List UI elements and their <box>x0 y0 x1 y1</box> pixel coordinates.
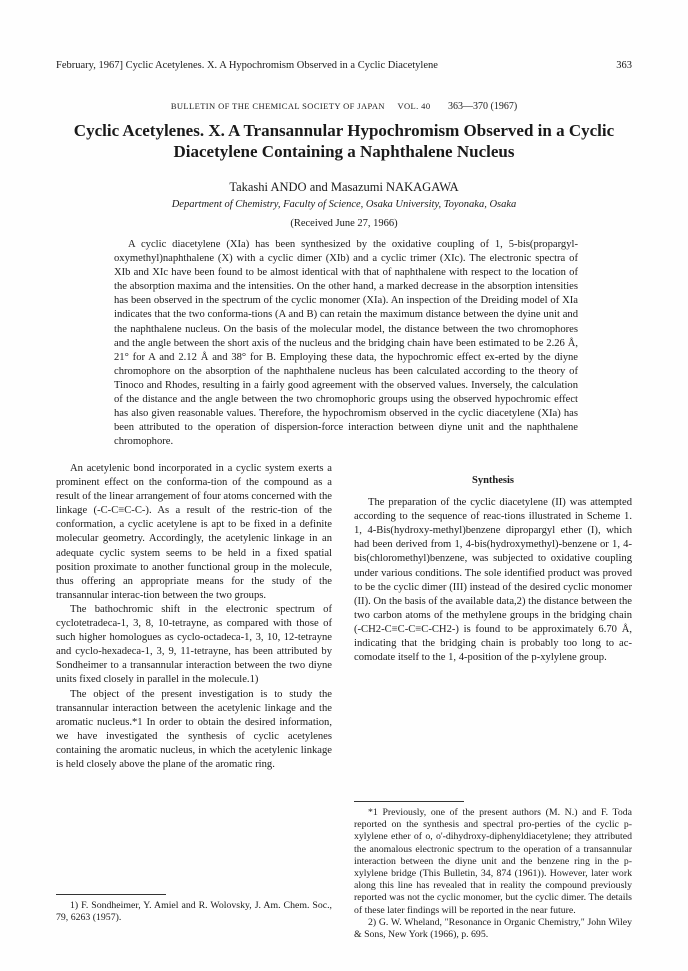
right-column <box>354 474 632 665</box>
body-paragraph: The bathochromic shift in the electronic spectrum of cyclotetradeca-1, 3, 8, 10-tetrayne, as compared with those of such higher homologues as cyclo-octadeca-1, 3, 10, 12-tetrayne and cyclo-hexadeca-1, 3, 9, 11-tetrayne, has been attributed by Sondheimer to a transannular interaction between the two diyne units fixed closely in parallel in the molecule.1) <box>56 603 332 686</box>
right-footnotes <box>354 793 632 941</box>
running-head-text: February, 1967] Cyclic Acetylenes. X. A Hypochromism Observed in a Cyclic Diacetylene <box>56 60 438 71</box>
article-title: Cyclic Acetylenes. X. A Transannular Hypochromism Observed in a Cyclic Diacetylene Containing a Naphthalene Nucleus <box>73 121 615 161</box>
body-paragraph: The preparation of the cyclic diacetylene (II) was attempted according to the sequence of reac-tions illustrated in Scheme 1. 1, 4-Bis(hydroxy-methyl)benzene dipropargyl ether (I), which had been derived from 1, 4-bis(hydroxymethyl)-benzene or 1, 4-bis(chloromethyl)benzene, was subjected to oxidative coupling under various conditions. The sole identified product was proved to be the cyclic dimer (III) instead of the desired cyclic monomer (II). On the basis of the available data,2) the distance between the two carbon atoms of the methylene groups in the bridging chain (-CH2-C≡C-C≡C-CH2-) is found to be approximately 6.70 Å, indicating that the bridging chain is probably too long to ac-comodate itself to the 1, 4-position of the p-xylylene group. <box>354 497 632 664</box>
footnote-2: 2) G. W. Wheland, "Resonance in Organic Chemistry," John Wiley & Sons, New York (1966), p. 695. <box>354 916 632 941</box>
section-heading-synthesis: Synthesis <box>471 475 514 486</box>
footnote-divider <box>56 894 166 895</box>
abstract: A cyclic diacetylene (XIa) has been synthesized by the oxidative coupling of 1, 5-bis(propargyl-oxymethyl)naphthalene (X) with a cyclic dimer (XIb) and a cyclic trimer (XIc). The electronic spectra of XIb and XIc have been found to be almost identical with that of naphthalene with respect to the location of the absorption maxima and the intensities. On the other hand, a marked decrease in the absorption intensities has been observed in the spectrum of the cyclic monomer (XIa). An inspection of the Dreiding model of XIa indicates that the two conforma-tions (A and B) can retain the maximum distance between the dyine unit and the naphthalene nucleus. On the basis of the molecular model, the distance between the two chromophores and the angle between the short axis of the nucleus and the bridging chain have been estimated to be 2.26 Å, 21° for A and 2.12 Å and 38° for B. Employing these data, the hypochromic effect ex-erted by the diyne chromophore on the absorption of the naphthalene nucleus has been calculated according to the theory of Tinoco and Rhodes, resulting in a fairly good agreement with the observed values. Inversely, the calculation of the distance and the angle between the two chromophoric groups using the observed hypochromic effect has also given reasonable values. Therefore, the hypochromism observed in the cyclic diacetylene (XIa) has been attributed to the operation of dispersion-force interaction between diyne unit and the naphthalene chromophore. <box>114 239 578 448</box>
footnote-divider <box>354 801 464 802</box>
affiliation: Department of Chemistry, Faculty of Science, Osaka University, Toyonaka, Osaka <box>171 199 517 210</box>
page-number: 363 <box>616 60 632 71</box>
body-paragraph: The object of the present investigation is to study the transannular interaction between the acetylenic linkage and the aromatic nucleus.*1 In order to obtain the desired information, we have investigated the synthesis of cyclic acetylenes containing the aromatic nucleus, in which the acetylenic linkage is held closely above the plane of the aromatic ring. <box>56 688 332 770</box>
footnote-star-1: *1 Previously, one of the present authors (M. N.) and F. Toda reported on the synthesis and spectral pro-perties of the cyclic p-xylylene ether of o, o'-dihydroxy-diphenyldiacetylene; they attributed the anomalous electronic spectrum to the operation of a transannular interaction between the diyne unit and the benzene ring in the p-xylylene bridge (This Bulletin, 34, 874 (1961)). However, later work along this line has revealed that in reality the compound previously reported was not the cyclic monomer, but the cyclic dimer. The details of these later findings will be reported in the near future. <box>354 807 632 916</box>
left-column <box>56 462 332 772</box>
journal-line <box>0 101 688 112</box>
journal-pages: 363—370 (1967) <box>447 101 518 112</box>
journal-volume: VOL. 40 <box>397 101 431 111</box>
received-date: (Received June 27, 1966) <box>290 218 398 229</box>
body-paragraph: An acetylenic bond incorporated in a cyclic system exerts a prominent effect on the conforma-tion of the compound as a result of the linear arrangement of four atoms concerned with the linkage (-C-C≡C-C-). As a result of the restric-tion of the conformation, a cyclic acetylene is apt to be fixed in a definite molecular geometry. Accordingly, the acetylenic linkage in an adequate cyclic system seems to be held in a fixed spatial position proximate to another functional group in the molecule, thus offering an appropriate means for the study of the transannular interac-tion between the two groups. <box>56 463 332 601</box>
journal-name: BULLETIN OF THE CHEMICAL SOCIETY OF JAPAN <box>170 101 385 111</box>
left-footnotes <box>56 886 332 924</box>
authors: Takashi ANDO and Masazumi NAKAGAWA <box>229 180 459 194</box>
footnote-1: 1) F. Sondheimer, Y. Amiel and R. Wolovsky, J. Am. Chem. Soc., 79, 6263 (1957). <box>56 900 332 924</box>
